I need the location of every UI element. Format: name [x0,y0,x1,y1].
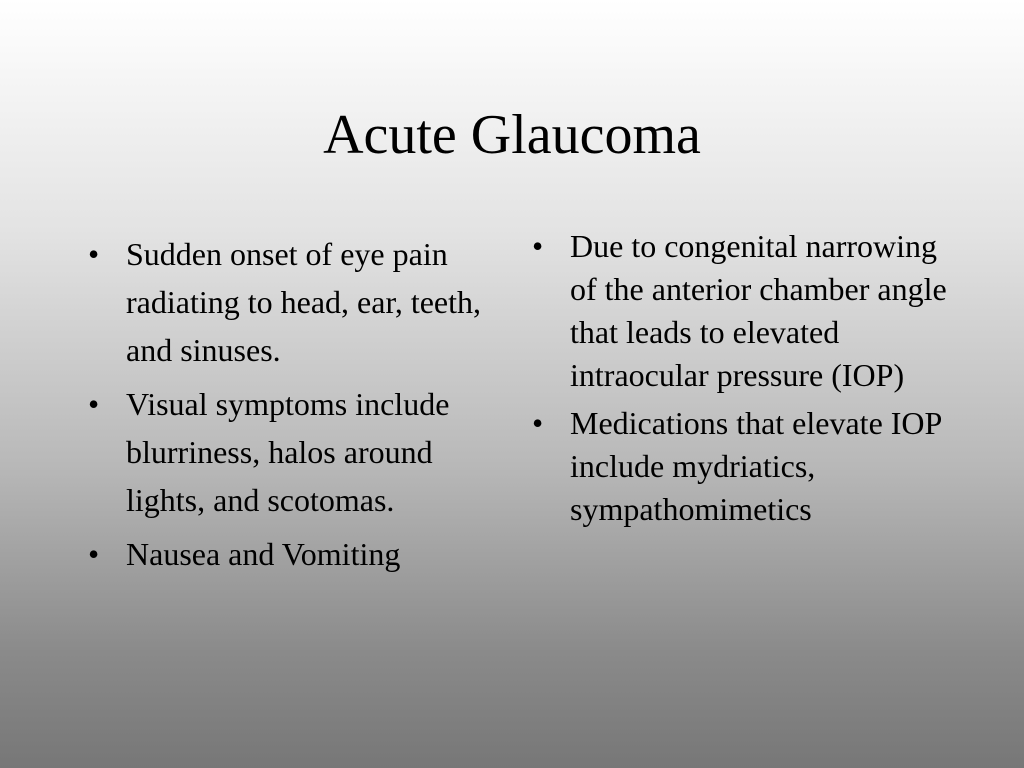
bullet-icon: • [88,236,100,272]
right-bullet-list [530,225,970,536]
bullet-text: Due to congenital narrowing of the anterior chamber angle that leads to elevated intraocular pressure (IOP) [570,228,947,393]
bullet-text: Nausea and Vomiting [126,536,401,572]
bullet-text: Medications that elevate IOP include mydriatics, sympathomimetics [570,405,942,527]
list-item [86,380,486,524]
list-item [530,225,970,397]
bullet-icon: • [532,405,544,441]
bullet-icon: • [532,228,544,264]
bullet-text: Visual symptoms include blurriness, halos around lights, and scotomas. [126,386,450,518]
bullet-icon: • [88,386,100,422]
bullet-text: Sudden onset of eye pain radiating to head, ear, teeth, and sinuses. [126,236,481,368]
left-bullet-list [86,230,486,584]
list-item [86,530,486,578]
list-item [86,230,486,374]
bullet-icon: • [88,536,100,572]
list-item [530,402,970,531]
slide-title: Acute Glaucoma [323,104,701,166]
